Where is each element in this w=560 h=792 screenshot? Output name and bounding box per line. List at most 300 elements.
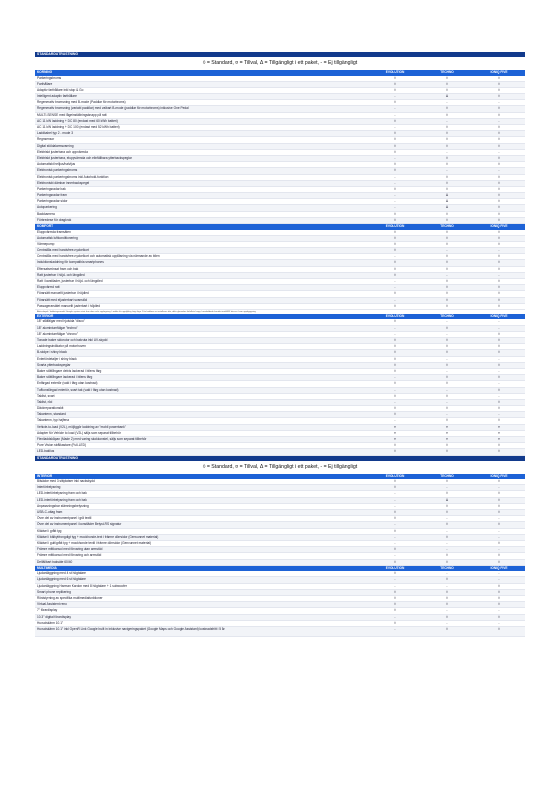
- availability-cell: -: [394, 534, 396, 539]
- availability-cell: ◊: [498, 375, 500, 380]
- availability-cell: ◊: [446, 449, 448, 454]
- feature-name: Förarsätt med eljusterbart svanstöd: [37, 297, 88, 302]
- availability-cell: ◊: [394, 485, 396, 490]
- availability-cell: -: [498, 368, 500, 373]
- availability-cell: ◊: [498, 180, 500, 185]
- feature-name: Värmepump: [37, 241, 55, 246]
- feature-name: Eluppvärmda framsäten: [37, 229, 71, 234]
- availability-cell: -: [446, 540, 448, 545]
- availability-cell: ◊: [446, 143, 448, 148]
- availability-cell: -: [394, 375, 396, 380]
- feature-name: Övre del av instrumentpanel i grå textil: [37, 516, 92, 521]
- availability-cell: ¤: [498, 430, 500, 435]
- availability-cell: ◊: [394, 528, 396, 533]
- availability-cell: ◊: [498, 522, 500, 527]
- feature-name: 7" förardisplay: [37, 608, 58, 613]
- availability-cell: ◊: [394, 291, 396, 296]
- feature-name: Flexiladdskåpan (Made 2) med varing skokkonstel, säljs som separat tillbehör: [37, 437, 147, 441]
- feature-name: Elektriskt justerbara, eluppvärmda och elinfällbara ytterbackspeglar: [37, 155, 132, 160]
- availability-cell: -: [446, 387, 448, 392]
- availability-cell: ◊: [498, 602, 500, 607]
- feature-name: Passagerarsätet manuellt justerbart i höjdled: [37, 303, 101, 308]
- availability-cell: -: [446, 608, 448, 613]
- availability-cell: -: [498, 516, 500, 521]
- availability-cell: -: [498, 248, 500, 253]
- availability-cell: ◊: [498, 131, 500, 136]
- availability-cell: ◊: [446, 137, 448, 142]
- availability-cell: ◊: [446, 602, 448, 607]
- availability-cell: ¤: [498, 437, 500, 441]
- availability-cell: ◊: [394, 118, 396, 123]
- section-title: EXTERIÖR: [37, 313, 54, 318]
- availability-cell: ◊: [498, 81, 500, 86]
- availability-cell: -: [498, 100, 500, 105]
- availability-cell: ◊: [498, 589, 500, 594]
- availability-cell: ◊: [394, 229, 396, 234]
- availability-cell: ◊: [498, 162, 500, 167]
- availability-cell: ¤: [446, 437, 448, 441]
- availability-cell: ◊: [498, 260, 500, 265]
- availability-cell: -: [498, 528, 500, 533]
- section-rows: [35, 319, 525, 455]
- availability-cell: ◊: [394, 608, 396, 613]
- availability-cell: -: [446, 168, 448, 173]
- feature-name: Regenerativ bromsning (variabl paddlar) med valbart B-mode (paddlar för motorbroms) inklusive One Pedal: [37, 106, 189, 111]
- feature-name: Elektriskt justerbara och uppvärmda: [37, 149, 88, 154]
- availability-cell: ◊: [498, 303, 500, 308]
- availability-cell: ◊: [446, 534, 448, 539]
- section-rows: [35, 76, 525, 225]
- availability-cell: ◊: [394, 350, 396, 355]
- availability-cell: -: [498, 534, 500, 539]
- availability-cell: -: [394, 626, 396, 631]
- availability-cell: ◊: [498, 399, 500, 404]
- availability-cell: ◊: [394, 368, 396, 373]
- availability-cell: ◊: [446, 406, 448, 411]
- availability-cell: ◊: [394, 100, 396, 105]
- feature-name: Klädsel i bälbytfrongdigt tyg + mockhonde-text i främre dörrsidor (Genvunnet material): [37, 534, 159, 539]
- availability-cell: ◊: [498, 217, 500, 222]
- availability-cell: ◊: [394, 602, 396, 607]
- spec-tables-part2: [35, 474, 525, 637]
- availability-cell: ◊: [446, 260, 448, 265]
- feature-name: Adaptiv farthållare inkl stop & Go: [37, 87, 84, 92]
- feature-name: Ljudanläggning med 4 st högtalare: [37, 571, 86, 576]
- availability-cell: ◊: [446, 291, 448, 296]
- feature-name: Parkeringsradar fram: [37, 193, 67, 198]
- availability-cell: -: [394, 399, 396, 404]
- availability-cell: ◊: [446, 614, 448, 619]
- availability-cell: ◊: [394, 149, 396, 154]
- feature-name: AC 11 kW laddning + DC 80 (endast med 60 kWh batteri): [37, 118, 118, 123]
- availability-cell: ◊: [446, 303, 448, 308]
- availability-cell: -: [394, 106, 396, 111]
- feature-name: Delfällbart baksäte 60/40: [37, 559, 73, 564]
- availability-cell: ◊: [394, 443, 396, 448]
- availability-cell: -: [446, 356, 448, 361]
- availability-cell: ◊: [394, 479, 396, 484]
- availability-cell: ◊: [446, 595, 448, 600]
- availability-cell: ◊: [498, 241, 500, 246]
- availability-cell: ◊: [446, 297, 448, 302]
- availability-cell: -: [394, 503, 396, 508]
- availability-cell: ◊: [498, 155, 500, 160]
- availability-cell: ◊: [498, 235, 500, 240]
- availability-cell: -: [394, 174, 396, 179]
- section-rows: [35, 571, 525, 637]
- availability-cell: -: [394, 94, 396, 99]
- availability-cell: -: [394, 540, 396, 545]
- availability-cell: ◊: [446, 75, 448, 80]
- availability-cell: -: [498, 118, 500, 123]
- availability-cell: ◊: [498, 540, 500, 545]
- availability-cell: ◊: [446, 254, 448, 259]
- availability-cell: ◊: [446, 338, 448, 342]
- availability-cell: ◊: [498, 186, 500, 191]
- feature-name: Adapter för Vehicle to load (V2L) säljs som separat tillbehör: [37, 430, 121, 435]
- availability-cell: -: [498, 168, 500, 173]
- table-row: [35, 627, 525, 637]
- availability-cell: ◊: [498, 137, 500, 142]
- availability-cell: ◊: [498, 75, 500, 80]
- column-header: TECHNO: [440, 473, 454, 478]
- availability-cell: ◊: [446, 362, 448, 367]
- section-rows: [35, 479, 525, 566]
- availability-cell: ◊: [394, 449, 396, 454]
- availability-cell: ◊: [446, 235, 448, 240]
- feature-name: Pure Vision strålkastare (Full-LED): [37, 443, 87, 448]
- availability-cell: ◊: [498, 94, 500, 99]
- availability-cell: ◊: [498, 406, 500, 411]
- availability-cell: ◊: [446, 125, 448, 129]
- availability-cell: ◊: [394, 406, 396, 411]
- availability-cell: ◊: [446, 174, 448, 179]
- feature-name: AC 11 kW laddning + DC 100 (endast med 52 kWh batteri): [37, 125, 120, 129]
- availability-cell: -: [446, 118, 448, 123]
- availability-cell: ◊: [446, 241, 448, 246]
- availability-cell: ◊: [498, 443, 500, 448]
- availability-cell: ◊: [446, 81, 448, 86]
- column-header: IONIQ FIVE: [490, 313, 508, 318]
- availability-cell: ◊: [394, 362, 396, 367]
- availability-cell: ◊: [498, 87, 500, 92]
- availability-cell: ◊: [446, 381, 448, 386]
- availability-cell: -: [498, 547, 500, 552]
- feature-name: Tvåtonsfärgad exteriör, svart tak (vald i färg utan kostnad): [37, 387, 119, 392]
- feature-name: Förarsätt manuellt justerbar i höjdled: [37, 291, 89, 296]
- availability-cell: ◊: [446, 510, 448, 514]
- availability-cell: ◊: [446, 626, 448, 631]
- availability-cell: -: [394, 205, 396, 210]
- availability-cell: ◊: [394, 211, 396, 216]
- availability-cell: -: [394, 325, 396, 330]
- availability-cell: -: [394, 199, 396, 204]
- availability-cell: ◊: [446, 589, 448, 594]
- availability-cell: ◊: [446, 217, 448, 222]
- availability-cell: ◊: [446, 131, 448, 136]
- availability-cell: ◊: [394, 235, 396, 240]
- availability-cell: -: [394, 553, 396, 558]
- footnote: Aktivskapel / laddningsmodul Google system start från dom ochi upplagning. Laddar för uppfyllnig högt läge 2 för laddare av installeras där, deliv glenedas förfallets kapp, hemladdade kontakt-intelliMX dessa i hem uppbyggning: [37, 310, 256, 313]
- feature-name: Bilsäcke med 3 sittplatser inkl nackskydd: [37, 479, 95, 484]
- availability-cell: ◊: [446, 577, 448, 582]
- availability-cell: -: [394, 387, 396, 392]
- feature-name: Huvudskärm 10.1": [37, 620, 64, 625]
- availability-cell: -: [498, 325, 500, 330]
- availability-cell: -: [446, 149, 448, 154]
- availability-cell: -: [394, 297, 396, 302]
- availability-cell: ◊: [394, 162, 396, 167]
- availability-cell: ◊: [394, 87, 396, 92]
- availability-cell: ◊: [394, 516, 396, 521]
- feature-name: Regnsensor: [37, 137, 55, 142]
- feature-name: Smart phone replikering: [37, 589, 71, 594]
- availability-cell: ◊: [446, 180, 448, 185]
- feature-name: Förbredese för dragkrok: [37, 217, 72, 222]
- standard-equipment-banner-2: STANDARDUTRUSTNING: [35, 456, 525, 461]
- section-rows: [35, 230, 525, 310]
- availability-cell: -: [394, 577, 396, 582]
- availability-cell: ◊: [446, 344, 448, 349]
- feature-name: Klädsel i grått tyg: [37, 528, 62, 533]
- feature-name: Elektroniskt dämbar innerbackspegel: [37, 180, 90, 185]
- availability-cell: ◊: [446, 211, 448, 216]
- availability-cell: ◊: [394, 217, 396, 222]
- feature-name: LED-interiörbelysning fram och bak: [37, 497, 87, 502]
- availability-cell: -: [446, 547, 448, 552]
- availability-cell: ◊: [498, 479, 500, 484]
- availability-cell: -: [446, 331, 448, 336]
- availability-cell: ◊: [498, 418, 500, 423]
- availability-cell: ◊: [446, 162, 448, 167]
- spec-page: [35, 0, 525, 637]
- column-header: TECHNO: [440, 224, 454, 228]
- feature-name: Induktionsladdning för kompatibla smartphones: [37, 260, 104, 265]
- feature-name: Interiörbelysning: [37, 485, 61, 490]
- availability-cell: -: [498, 577, 500, 582]
- availability-cell: ◊: [446, 87, 448, 92]
- column-header: IONIQ FIVE: [490, 473, 508, 478]
- feature-name: 18" aluminiumfälgar "techno": [37, 325, 78, 330]
- availability-cell: ¤: [498, 424, 500, 429]
- availability-cell: ◊: [394, 319, 396, 324]
- feature-name: Intelligent adaptiv farthållare: [37, 94, 77, 99]
- availability-cell: ◊: [498, 112, 500, 117]
- availability-cell: ◊: [498, 106, 500, 111]
- availability-cell: ◊: [446, 106, 448, 111]
- section-title: MULTIMEDIA: [37, 565, 57, 570]
- feature-name: 18" aluminiumfälgar "chrono": [37, 331, 78, 336]
- availability-cell: Δ: [445, 497, 449, 502]
- availability-cell: ◊: [498, 362, 500, 367]
- feature-name: Bakre stötfångare lackerad i bilens färg: [37, 375, 93, 380]
- availability-cell: ◊: [498, 626, 500, 631]
- availability-cell: -: [498, 571, 500, 576]
- feature-name: Övre del av instrumentpanel i konstläder Beiyst-RS signatur: [37, 522, 122, 527]
- feature-name: Regenerativ bromsning med B-mode (Paddlar för motorbroms): [37, 100, 126, 105]
- feature-name: Ratt i karstilader, justerbar i höjd- och längdled: [37, 279, 103, 283]
- feature-name: Farthållare: [37, 81, 53, 86]
- feature-name: Takantenn, standard: [37, 412, 66, 417]
- legend-line-2: ◊ = Standard, ¤ = Tillval, Δ = Tillgängligt i ett paket, - = Ej tillgängligt: [202, 463, 358, 470]
- section-title: KÖRNING: [37, 70, 53, 74]
- availability-cell: Δ: [445, 94, 449, 99]
- availability-cell: ◊: [394, 272, 396, 277]
- availability-cell: -: [394, 125, 396, 129]
- availability-cell: ¤: [394, 424, 396, 429]
- availability-cell: ◊: [498, 583, 500, 588]
- availability-cell: -: [394, 491, 396, 496]
- availability-cell: -: [498, 485, 500, 490]
- feature-name: 18" stålfälgar med hjulsida "disco": [37, 319, 85, 324]
- feature-name: Enfärgad exteriör (vald i färg utan kostnad): [37, 381, 98, 386]
- feature-name: Digital stöldalarmsvarning: [37, 143, 74, 148]
- feature-name: Automatisk luftkonditionering: [37, 235, 78, 240]
- availability-cell: ◊: [446, 375, 448, 380]
- feature-name: Exteriördetaljer i shiny black: [37, 356, 77, 361]
- feature-name: Främre mittkonsol med förvaring och armstöd: [37, 553, 102, 558]
- availability-cell: ◊: [394, 338, 396, 342]
- column-header: IONIQ FIVE: [490, 224, 508, 228]
- availability-cell: -: [446, 516, 448, 521]
- feature-name: Ljudanläggning med 6 st högtalare: [37, 577, 86, 582]
- feature-name: Främre mittkonsol med förvaring utan armstöd: [37, 547, 103, 552]
- column-header: IONIQ FIVE: [490, 70, 508, 74]
- feature-name: Virtual Assistent reno: [37, 602, 67, 607]
- column-header: EVOLUTION: [385, 313, 405, 318]
- availability-cell: -: [446, 272, 448, 277]
- section-title: KOMFORT: [37, 224, 54, 228]
- availability-cell: -: [446, 583, 448, 588]
- feature-name: Ljudanläggning Harman Kardon med 8 högtalare + 1 subwoofer: [37, 583, 127, 588]
- feature-name: Centrallås med handsfree-nyckelkort och automatisk upplåsning via närmande av bilen: [37, 254, 160, 259]
- availability-cell: -: [394, 614, 396, 619]
- availability-cell: ◊: [394, 168, 396, 173]
- availability-cell: -: [498, 149, 500, 154]
- availability-cell: ◊: [394, 241, 396, 246]
- availability-cell: ◊: [446, 553, 448, 558]
- availability-cell: ◊: [394, 571, 396, 576]
- feature-name: Anpassningsbar stämningsbelysning: [37, 503, 89, 508]
- availability-cell: ¤: [446, 430, 448, 435]
- availability-cell: -: [446, 319, 448, 324]
- feature-name: Taklist, svart: [37, 393, 55, 398]
- column-header: TECHNO: [440, 70, 454, 74]
- feature-name: B-stolpe i shiny black: [37, 350, 67, 355]
- column-header: IONIQ FIVE: [490, 565, 508, 570]
- availability-cell: ◊: [498, 497, 500, 502]
- availability-cell: -: [498, 381, 500, 386]
- availability-cell: ◊: [498, 205, 500, 210]
- availability-cell: -: [394, 155, 396, 160]
- availability-cell: ◊: [446, 279, 448, 283]
- availability-cell: -: [394, 331, 396, 336]
- availability-cell: ◊: [394, 303, 396, 308]
- feature-name: Automatiskt helljus/halvljus: [37, 162, 76, 167]
- availability-cell: ◊: [394, 356, 396, 361]
- availability-cell: ◊: [446, 522, 448, 527]
- feature-name: Eftersatsminsat fram och bak: [37, 266, 79, 271]
- availability-cell: -: [394, 112, 396, 117]
- availability-cell: ◊: [394, 559, 396, 564]
- feature-name: Parkeringsradar bak: [37, 186, 66, 191]
- availability-cell: ◊: [498, 614, 500, 619]
- availability-cell: ◊: [394, 510, 396, 514]
- availability-cell: Δ: [445, 199, 449, 204]
- availability-cell: ◊: [446, 393, 448, 398]
- availability-cell: ¤: [394, 437, 396, 441]
- availability-cell: ◊: [446, 350, 448, 355]
- availability-cell: ◊: [498, 344, 500, 349]
- availability-cell: -: [498, 393, 500, 398]
- availability-cell: ◊: [498, 125, 500, 129]
- feature-name: Taklist, röd: [37, 399, 53, 404]
- availability-cell: -: [446, 100, 448, 105]
- availability-cell: ◊: [446, 443, 448, 448]
- feature-name: Huvudskärm 10.1" inkl OpenR Link Google built in inklusive navigeringspaket (Google Maps och Google Assistant) kostnadsfritt i 5 år: [37, 626, 225, 631]
- feature-name: Autoparkering: [37, 205, 57, 210]
- availability-cell: ◊: [498, 143, 500, 148]
- feature-name: Elektronisk parkeringsbroms: [37, 168, 78, 173]
- feature-name: Elektronisk parkeringsbroms inkl Autohold-funktion: [37, 174, 109, 179]
- column-header: EVOLUTION: [385, 224, 405, 228]
- availability-cell: -: [394, 279, 396, 283]
- availability-cell: ◊: [446, 479, 448, 484]
- feature-name: Tonade bakre sidorutor och bakruta inkl UV-skydd: [37, 338, 108, 342]
- availability-cell: ◊: [394, 393, 396, 398]
- feature-name: Parkeringsbroms: [37, 75, 62, 80]
- availability-cell: ◊: [498, 193, 500, 198]
- availability-cell: -: [446, 485, 448, 490]
- availability-cell: -: [394, 418, 396, 423]
- legend-line: ◊ = Standard, ¤ = Tillval, Δ = Tillgängligt i ett paket, - = Ej tillgängligt: [202, 60, 358, 66]
- availability-cell: ◊: [446, 418, 448, 423]
- column-header: EVOLUTION: [385, 473, 405, 478]
- availability-cell: ◊: [394, 131, 396, 136]
- feature-name: Backkamera: [37, 211, 55, 216]
- availability-cell: ◊: [498, 503, 500, 508]
- availability-cell: ◊: [394, 595, 396, 600]
- availability-cell: ◊: [498, 254, 500, 259]
- feature-name: Parkeringsradar sidor: [37, 199, 68, 204]
- column-header: TECHNO: [440, 313, 454, 318]
- availability-cell: ◊: [394, 589, 396, 594]
- availability-cell: ◊: [446, 559, 448, 564]
- availability-cell: ◊: [394, 412, 396, 417]
- availability-cell: -: [394, 285, 396, 290]
- availability-cell: ◊: [394, 137, 396, 142]
- availability-cell: ◊: [394, 248, 396, 253]
- column-header: EVOLUTION: [385, 70, 405, 74]
- availability-cell: -: [446, 571, 448, 576]
- availability-cell: -: [446, 620, 448, 625]
- availability-cell: ◊: [394, 620, 396, 625]
- section-title: INTERIÖR: [37, 473, 53, 478]
- availability-cell: ◊: [498, 387, 500, 392]
- availability-cell: ¤: [446, 424, 448, 429]
- availability-cell: ◊: [394, 344, 396, 349]
- availability-cell: -: [498, 319, 500, 324]
- availability-cell: Δ: [445, 205, 449, 210]
- availability-cell: ◊: [446, 186, 448, 191]
- feature-name: MULTI-SENSE med lågeinställningsknapp på ratt: [37, 112, 107, 117]
- availability-cell: -: [446, 412, 448, 417]
- availability-cell: ◊: [446, 503, 448, 508]
- availability-cell: ◊: [498, 285, 500, 290]
- availability-cell: ◊: [498, 510, 500, 514]
- availability-cell: -: [446, 528, 448, 533]
- feature-name: Däckreparationskit: [37, 406, 64, 411]
